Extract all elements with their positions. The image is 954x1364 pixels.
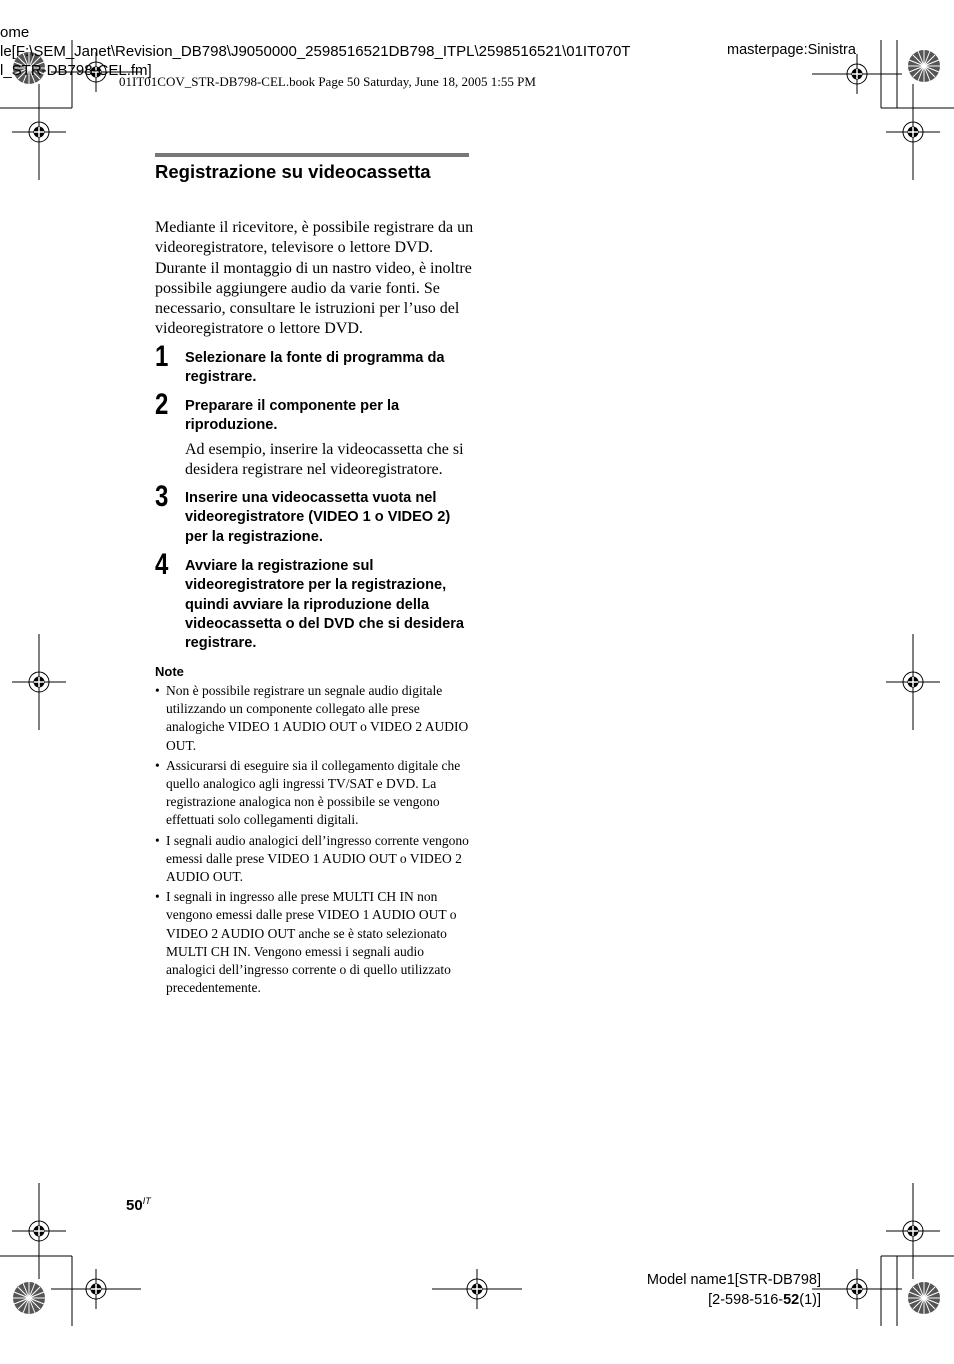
note-text: I segnali in ingresso alle prese MULTI CH IN non vengono emessi dalle prese VIDEO 1 AUDIO OUT o VIDEO 2 AUDIO OUT anche se è stato selezionato MULTI CH IN. Vengono emessi i segnali audio analogici dell’ingresso corrente o di quello utilizzato precedentemente.	[166, 889, 457, 996]
step-3-text: Inserire una videocassetta vuota nel videoregistratore (VIDEO 1 o VIDEO 2) per la registrazione.	[185, 490, 451, 545]
list-item	[155, 888, 475, 997]
list-item	[155, 832, 475, 887]
masterpage-label: masterpage:Sinistra	[727, 42, 856, 58]
notes-heading: Note	[155, 664, 184, 679]
step-3-number: 3	[155, 480, 169, 513]
footer-model: Model name1[STR-DB798]	[646, 1272, 821, 1288]
bullet: •	[155, 757, 160, 773]
file-path-line-1: ome	[0, 24, 30, 41]
book-info-line: 01IT01COV_STR-DB798-CEL.book Page 50 Saturday, June 18, 2005 1:55 PM	[119, 74, 536, 89]
intro-paragraph: Mediante il ricevitore, è possibile registrare da un videoregistratore, televisore o lettore DVD. Durante il montaggio di un nastro video, è inoltre possibile aggiungere audio da varie fonti. Se necessario, consultare le istruzioni per l’uso del videoregistratore o lettore DVD.	[155, 219, 474, 338]
section-title: Registrazione su videocassetta	[155, 161, 431, 182]
section-rule	[155, 153, 469, 157]
bullet: •	[155, 832, 160, 848]
note-text: I segnali audio analogici dell’ingresso corrente vengono emessi dalle prese VIDEO 1 AUDIO OUT o VIDEO 2 AUDIO OUT.	[166, 832, 469, 885]
step-2-number: 2	[155, 388, 169, 421]
page-number-suffix: IT	[142, 1196, 151, 1206]
footer-code-suffix: (1)]	[799, 1292, 821, 1308]
footer-code-bold: 52	[783, 1292, 800, 1308]
list-item	[155, 682, 475, 755]
bullet: •	[155, 889, 160, 905]
footer-code-prefix: [2-598-516-	[708, 1292, 784, 1308]
notes-list	[155, 682, 475, 999]
page-number	[126, 1196, 151, 1214]
note-text: Assicurarsi di eseguire sia il collegamento digitale che quello analogico agli ingressi TV/SAT e DVD. La registrazione analogica non è possibile se vengono effettuati solo collegamenti digitali.	[166, 757, 461, 828]
page-number-value: 50	[126, 1197, 143, 1214]
step-1-text: Selezionare la fonte di programma da registrare.	[185, 350, 445, 386]
list-item	[155, 757, 475, 830]
step-4-number: 4	[155, 548, 169, 581]
bullet: •	[155, 683, 160, 698]
step-2-text: Preparare il componente per la riproduzione.	[185, 398, 400, 434]
step-2-body: Ad esempio, inserire la videocassetta che si desidera registrare nel videoregistratore.	[185, 441, 464, 479]
step-4-text: Avviare la registrazione sul videoregistratore per la registrazione, quindi avviare la riproduzione della videocassetta o del DVD che si desidera registrare.	[185, 558, 465, 652]
file-path-line-3: l_STR-DB798-CEL.fm]	[0, 62, 152, 79]
note-text: Non è possibile registrare un segnale audio digitale utilizzando un componente collegato alle prese analogiche VIDEO 1 AUDIO OUT o VIDEO 2 AUDIO OUT.	[166, 683, 469, 753]
step-1-number: 1	[155, 340, 169, 373]
file-path-line-2: le[F:\SEM_Janet\Revision_DB798\J9050000_2598516521DB798_ITPL\2598516521\01IT070T	[0, 43, 631, 60]
footer-code	[708, 1292, 821, 1308]
